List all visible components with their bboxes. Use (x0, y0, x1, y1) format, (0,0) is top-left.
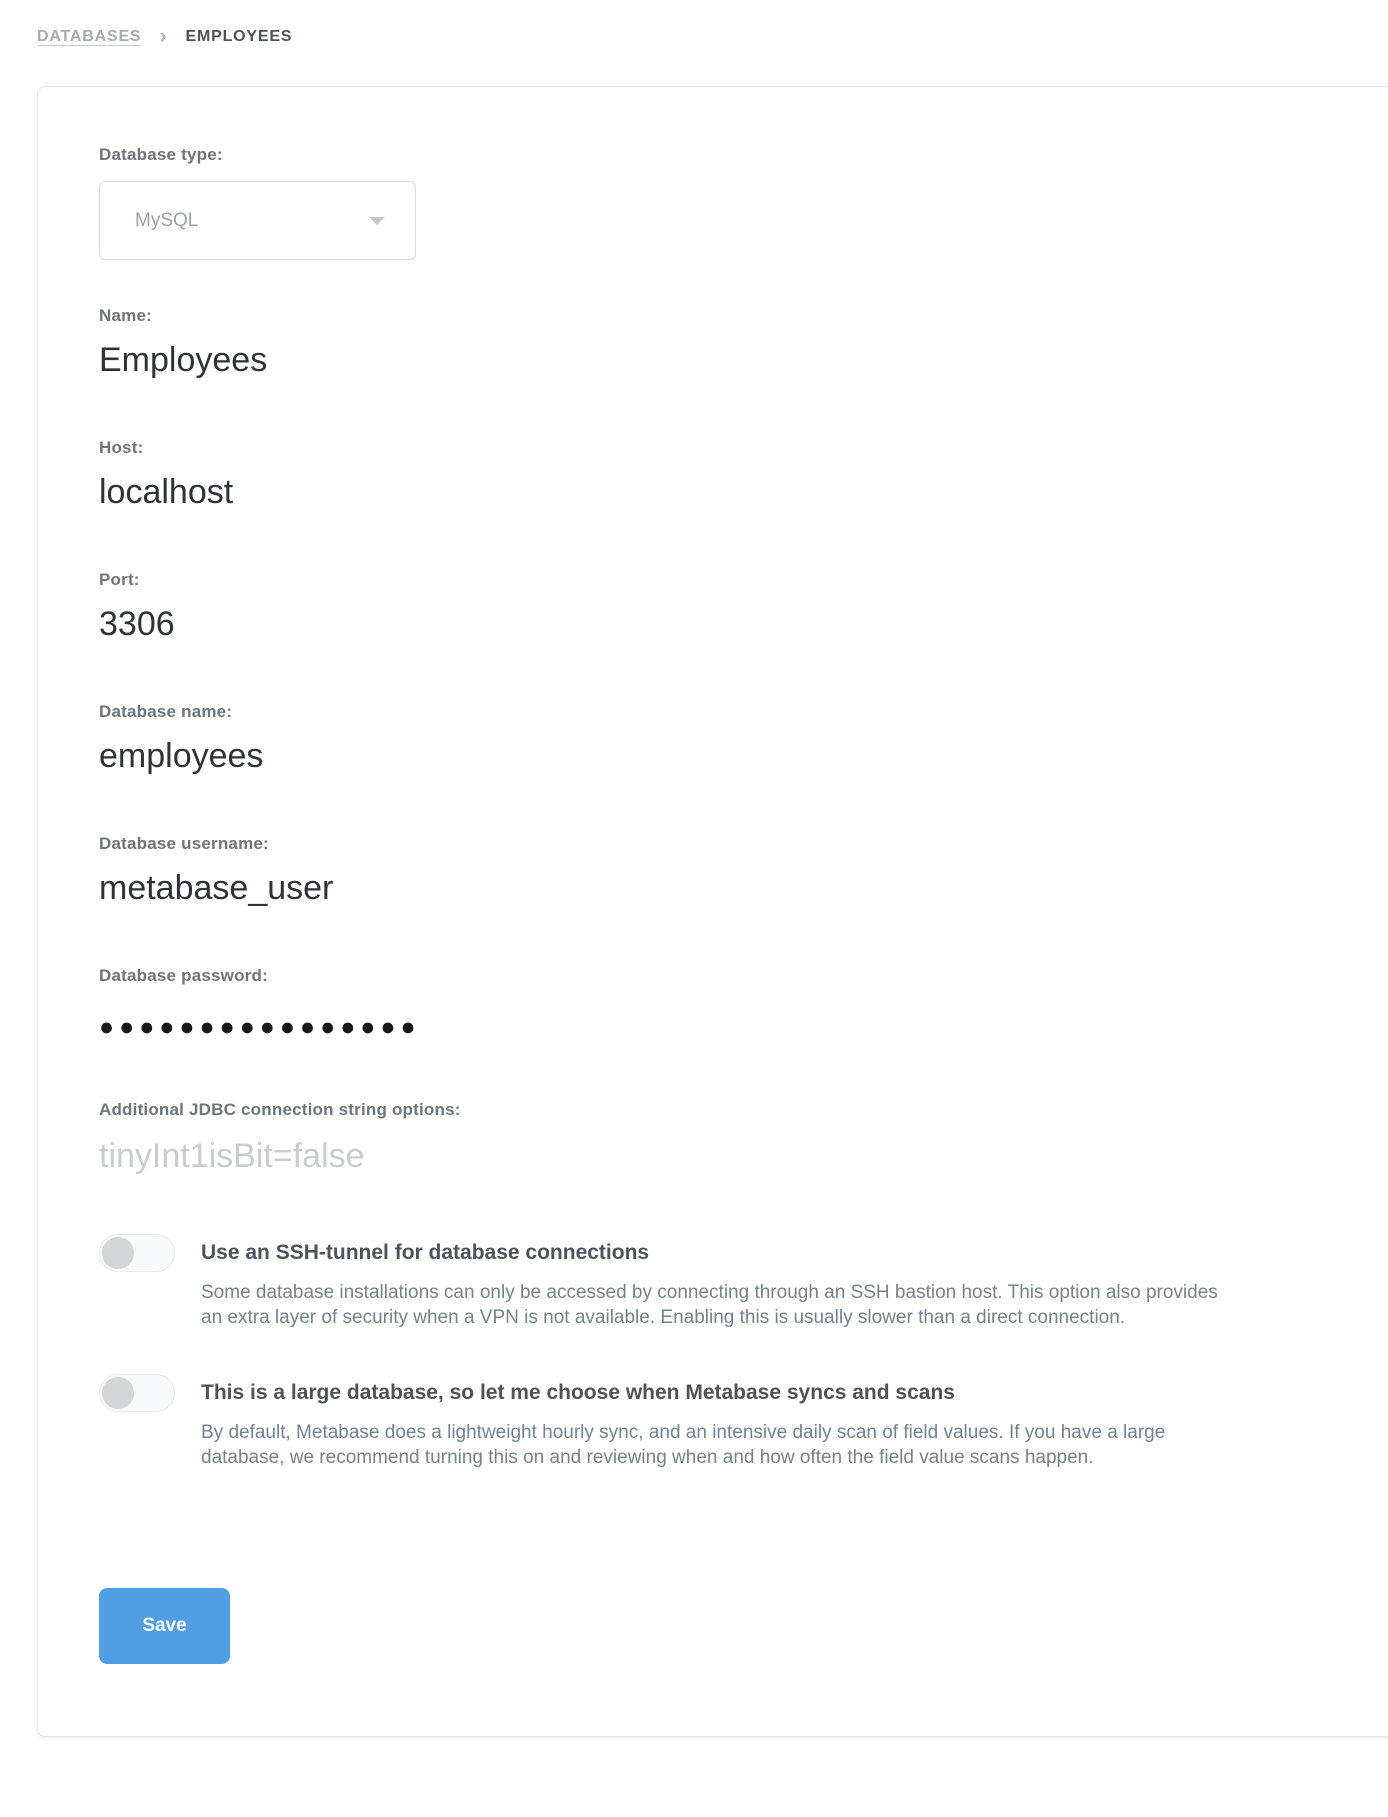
large-database-row (99, 1374, 1331, 1470)
database-name-input[interactable] (99, 736, 1331, 776)
database-name-field-group (99, 702, 1331, 776)
name-input[interactable] (99, 340, 1331, 380)
large-database-description: By default, Metabase does a lightweight hourly sync, and an intensive daily scan of field values. If you have a large database, we recommend turning this on and reviewing when and how often the field value scans happen. (201, 1422, 1166, 1468)
port-field-group (99, 570, 1331, 644)
ssh-tunnel-text (201, 1234, 1236, 1330)
ssh-tunnel-description: Some database installations can only be accessed by connecting through an SSH bastion host. This option also provides an extra layer of security when a VPN is not available. Enabling this is usually slower than a direct connection. (201, 1282, 1218, 1328)
database-password-label: Database password: (99, 966, 268, 985)
jdbc-options-label: Additional JDBC connection string options: (99, 1100, 461, 1119)
toggle-knob (102, 1377, 134, 1409)
database-type-select[interactable] (99, 181, 416, 260)
save-button[interactable]: Save (99, 1588, 230, 1664)
breadcrumb (37, 23, 1388, 48)
large-database-title: This is a large database, so let me choose when Metabase syncs and scans (201, 1381, 955, 1404)
database-password-field-group (99, 966, 1331, 1044)
ssh-tunnel-row (99, 1234, 1331, 1330)
database-username-input[interactable] (99, 868, 1331, 908)
chevron-right-icon: › (159, 23, 168, 48)
database-password-input[interactable] (99, 1010, 1331, 1044)
name-field-group (99, 306, 1331, 380)
ssh-tunnel-toggle[interactable] (99, 1234, 175, 1272)
database-name-label: Database name: (99, 702, 233, 721)
toggle-knob (102, 1237, 134, 1269)
jdbc-options-input[interactable] (99, 1136, 1331, 1176)
host-label: Host: (99, 438, 144, 457)
database-username-label: Database username: (99, 834, 269, 853)
host-input[interactable] (99, 472, 1331, 512)
database-settings-card (37, 86, 1388, 1737)
database-type-selected-value: MySQL (135, 209, 199, 231)
database-type-label: Database type: (99, 145, 223, 164)
port-label: Port: (99, 570, 140, 589)
large-database-text (201, 1374, 1236, 1470)
breadcrumb-current-employees: EMPLOYEES (185, 28, 293, 45)
host-field-group (99, 438, 1331, 512)
chevron-down-icon (369, 217, 385, 225)
large-database-toggle[interactable] (99, 1374, 175, 1412)
jdbc-options-field-group (99, 1100, 1331, 1176)
ssh-tunnel-title: Use an SSH-tunnel for database connections (201, 1241, 650, 1264)
port-input[interactable] (99, 604, 1331, 644)
name-label: Name: (99, 306, 152, 325)
database-type-group (99, 145, 1331, 260)
breadcrumb-link-databases[interactable]: DATABASES (37, 28, 142, 45)
database-username-field-group (99, 834, 1331, 908)
